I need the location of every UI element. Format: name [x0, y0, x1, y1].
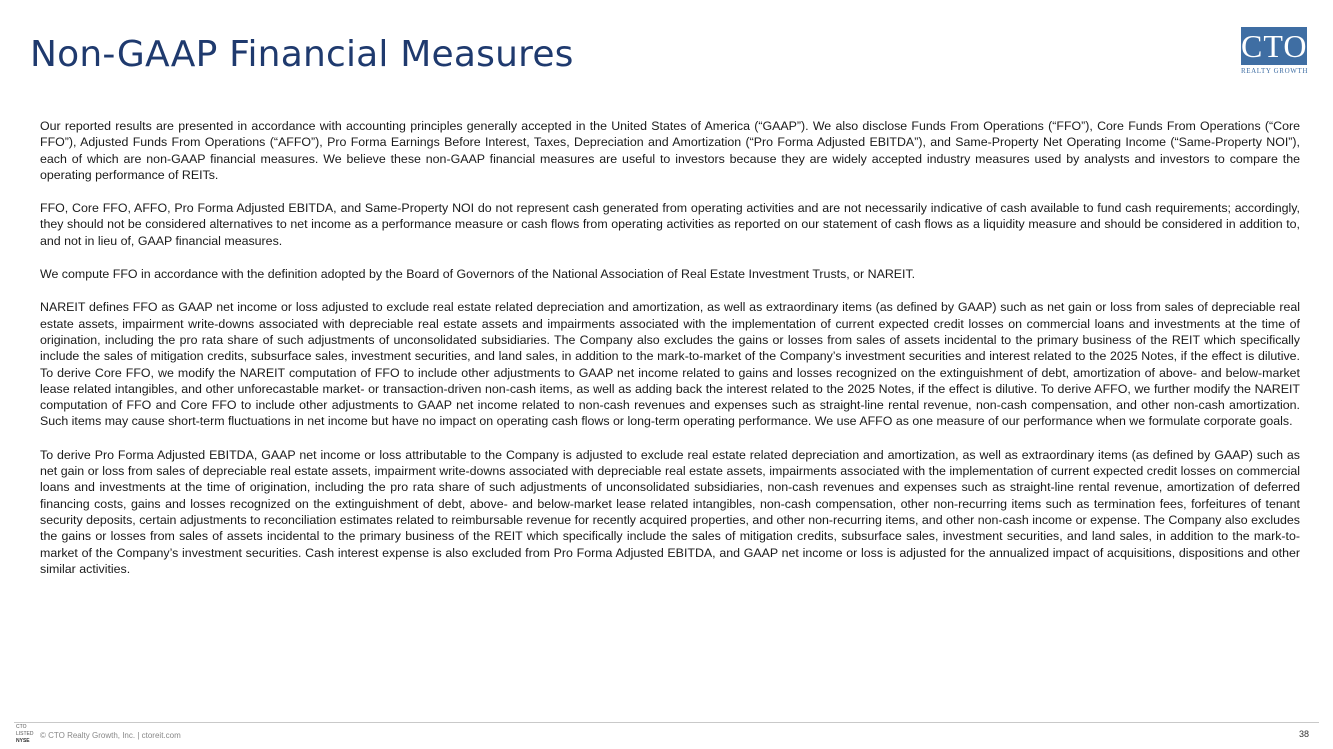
footer-divider [14, 722, 1319, 723]
footer-logo [16, 724, 38, 746]
paragraph-limitations: FFO, Core FFO, AFFO, Pro Forma Adjusted EBITDA, and Same-Property NOI do not represent cash generated from operating activities and are not necessarily indicative of cash available to fund cash requirements; accordingly, they should not be considered alternatives to net income as a performance measure or cash flows from operating activities as reported on our statement of cash flows as a liquidity measure and should be considered in addition to, and not in lieu of, GAAP financial measures. [40, 201, 1300, 248]
page-number: 38 [1298, 729, 1309, 739]
footer-copyright: © CTO Realty Growth, Inc. | ctoreit.com [40, 731, 181, 740]
paragraph-overview: Our reported results are presented in accordance with accounting principles generally accepted in the United States of America (“GAAP”). We also disclose Funds From Operations (“FFO”), Core Funds From Operations (“Core FFO”), Adjusted Funds From Operations (“AFFO”), Pro Forma Earnings Before Interest, Taxes, Depreciation and Amortization (“Pro Forma Adjusted EBITDA”), and Same-Property Net Operating Income (“Same-Property NOI”), each of which are non-GAAP financial measures. We believe these non-GAAP financial measures are useful to investors because they are widely accepted industry measures used by analysts and investors to compare the operating performance of REITs. [40, 119, 1300, 182]
company-logo [1241, 27, 1307, 75]
footer-logo-line2: LISTED [16, 731, 34, 737]
footer-logo-line1: CTO [16, 724, 27, 730]
logo-subtext: REALTY GROWTH [1241, 67, 1308, 75]
paragraph-ebitda: To derive Pro Forma Adjusted EBITDA, GAAP net income or loss attributable to the Company is adjusted to exclude real estate related depreciation and amortization, as well as extraordinary items (as defined by GAAP) such as net gain or loss from sales of depreciable real estate assets, impairment write-downs associated with depreciable real estate assets, impairments associated with the implementation of current expected credit losses on commercial loans and investments at the time of origination, including the pro rata share of such adjustments of unconsolidated subsidiaries, non-cash revenues and expenses such as straight-line rental revenue, amortization of deferred financing costs, gains and losses recognized on the extinguishment of debt, above- and below-market lease related intangibles, non-cash compensation, other non-recurring items such as termination fees, forfeitures of tenant security deposits, certain adjustments to reconciliation estimates related to reimbursable revenue for recently acquired properties, and other non-recurring items, and other non-cash income or expense. The Company also excludes the gains or losses from sales of assets incidental to the primary business of the REIT which specifically include the sales of mitigation credits, subsurface sales, investment securities, and land sales, in addition to the mark-to-market of the Company’s investment securities. Cash interest expense is also excluded from Pro Forma Adjusted EBITDA, and GAAP net income or loss is adjusted for the annualized impact of acquisitions, dispositions and other similar activities. [40, 447, 1300, 576]
logo-mark: CTO [1241, 28, 1308, 64]
footer-logo-nyse: NYSE [16, 738, 30, 744]
body-text [40, 118, 1300, 594]
page-title: Non-GAAP Financial Measures [30, 34, 574, 75]
paragraph-ffo-compute: We compute FFO in accordance with the definition adopted by the Board of Governors of the National Association of Real Estate Investment Trusts, or NAREIT. [40, 267, 916, 282]
paragraph-nareit-definition: NAREIT defines FFO as GAAP net income or loss adjusted to exclude real estate related depreciation and amortization, as well as extraordinary items (as defined by GAAP) such as net gain or loss from sales of depreciable real estate assets, impairment write-downs associated with depreciable real estate assets and impairments associated with the implementation of current expected credit losses on commercial loans and investments at the time of origination, including the pro rata share of such adjustments of unconsolidated subsidiaries. The Company also excludes the gains or losses from sales of assets incidental to the primary business of the REIT which specifically include the sales of mitigation credits, subsurface sales, investment securities, and land sales, in addition to the mark-to-market of the Company’s investment securities and interest related to the 2025 Notes, if the effect is dilutive. To derive Core FFO, we modify the NAREIT computation of FFO to include other adjustments to GAAP net income related to gains and losses recognized on the extinguishment of debt, amortization of above- and below-market lease related intangibles, and other unforecastable market- or transaction-driven non-cash items, as well as adding back the interest related to the 2025 Notes, if the effect is dilutive. To derive AFFO, we further modify the NAREIT computation of FFO and Core FFO to include other adjustments to GAAP net income related to non-cash revenues and expenses such as straight-line rental revenue, non-cash compensation, and other non-cash amortization. Such items may cause short-term fluctuations in net income but have no impact on operating cash flows or long-term operating performance. We use AFFO as one measure of our performance when we formulate corporate goals. [40, 300, 1300, 429]
